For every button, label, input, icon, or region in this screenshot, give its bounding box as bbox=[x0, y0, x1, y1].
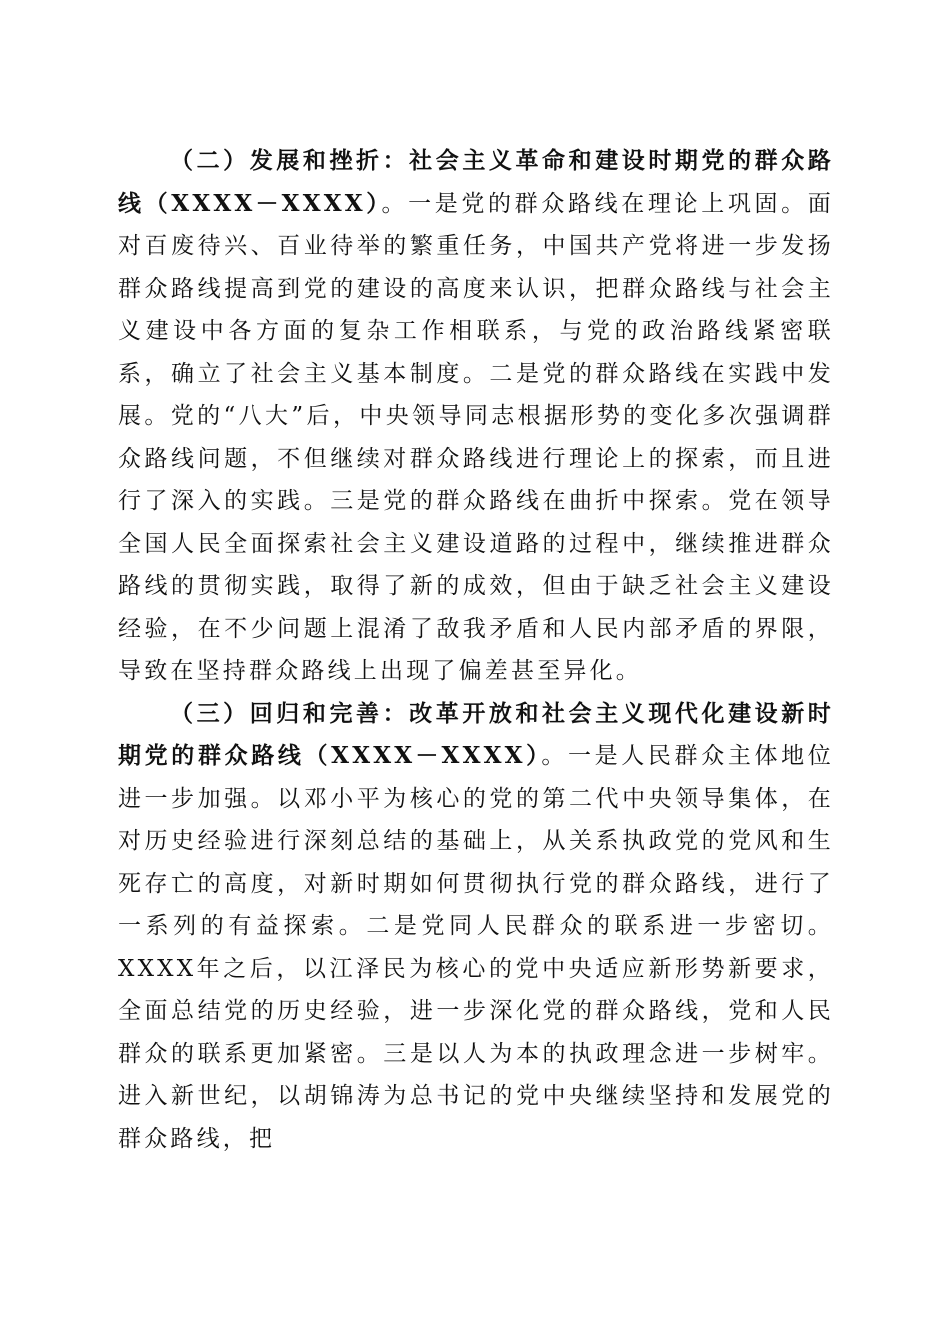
section-body-text: 。一是人民群众主体地位进一步加强。以邓小平为核心的党的第二代中央领导集体，在对历史经验进行深刻总结的基础上，从关系执政党的党风和生死存亡的高度，对新时期如何贯彻执行党的群众路线，进行了一系列的有益探索。二是党同人民群众的联系进一步密切。XXXX年之后，以江泽民为核心的党中央适应新形势新要求，全面总结党的历史经验，进一步深化党的群众路线，党和人民群众的联系更加紧密。三是以人为本的执政理念进一步树牢。进入新世纪，以胡锦涛为总书记的党中央继续坚持和发展党的群众路线，把 bbox=[118, 743, 834, 1152]
section-body-text: 。一是党的群众路线在理论上巩固。面对百废待兴、百业待举的繁重任务，中国共产党将进一步发扬群众路线提高到党的建设的高度来认识，把群众路线与社会主义建设中各方面的复杂工作相联系，与党的政治路线紧密联系，确立了社会主义基本制度。二是党的群众路线在实践中发展。党的“八大”后，中央领导同志根据形势的变化多次强调群众路线问题，不但继续对群众路线进行理论上的探索，而且进行了深入的实践。三是党的群众路线在曲折中探索。党在领导全国人民全面探索社会主义建设道路的过程中，继续推进群众路线的贯彻实践，取得了新的成效，但由于缺乏社会主义建设经验，在不少问题上混淆了敌我矛盾和人民内部矛盾的界限，导致在坚持群众路线上出现了偏差甚至异化。 bbox=[118, 190, 834, 684]
section-heading: （二）发展和挫折：社会主义革命和建设时期党的群众路线（XXXX－XXXX） bbox=[118, 147, 834, 217]
paragraph-section-3 bbox=[118, 693, 834, 1161]
document-body bbox=[118, 140, 834, 1160]
paragraph-section-2 bbox=[118, 140, 834, 693]
section-heading: （三）回归和完善：改革开放和社会主义现代化建设新时期党的群众路线（XXXX－XXXX） bbox=[118, 699, 834, 769]
